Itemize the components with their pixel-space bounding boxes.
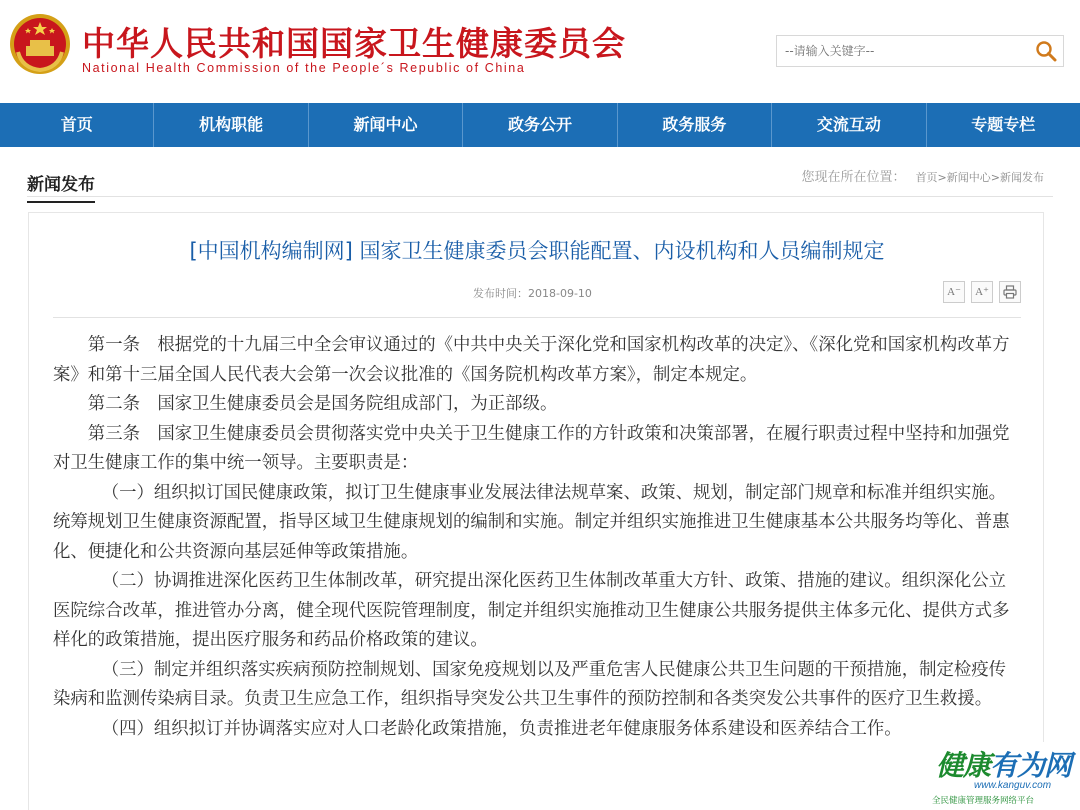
nav-item-functions[interactable]: 机构职能 [154,103,308,147]
search-icon [1035,40,1057,62]
article-paragraph: （三）制定并组织落实疾病预防控制规划、国家免疫规划以及严重危害人民健康公共卫生问题的干预措施，制定检疫传染病和监测传染病目录。负责卫生应急工作，组织指导突发公共卫生事件的预防控制和各类突发公共事件的医疗卫生救援。 [53,659,1007,709]
watermark-title-blue: 有为网 [990,749,1072,782]
font-smaller-button[interactable]: A⁻ [943,281,965,303]
breadcrumb [802,166,1044,185]
national-emblem-icon[interactable] [8,12,72,76]
site-header [0,0,1080,103]
article-body [53,331,1015,744]
article-tools [943,281,1021,303]
search-input[interactable] [777,36,1027,66]
article-title: [中国机构编制网] 国家卫生健康委员会职能配置、内设机构和人员编制规定 [189,239,885,263]
nav-item-government-affairs[interactable]: 政务公开 [463,103,617,147]
nav-item-topics[interactable]: 专题专栏 [971,115,1036,134]
nav-item-services[interactable]: 政务服务 [618,103,772,147]
watermark-title-green: 健康 [936,749,991,782]
section-title: 新闻发布 [27,170,95,203]
printer-icon [1003,285,1017,299]
nav-item-interaction[interactable]: 交流互动 [772,103,926,147]
article-card [28,212,1044,810]
publish-meta [473,285,592,301]
main-nav [0,103,1080,147]
site-subtitle: National Health Commission of the People´s Republic of China [82,61,526,75]
search-button[interactable] [1033,39,1059,65]
section-divider [27,196,1053,197]
search-box [776,35,1064,67]
article-paragraph: （二）协调推进深化医药卫生体制改革，研究提出深化医药卫生体制改革重大方针、政策、措施的建议。组织深化公立医院综合改革，推进管办分离，健全现代医院管理制度，制定并组织实施推动卫生健康公共服务提供主体多元化、提供方式多样化的政策措施，提出医疗服务和药品价格政策的建议。 [53,571,1010,650]
breadcrumb-label: 您现在所在位置： [801,170,906,185]
article-paragraph: （四）组织拟订并协调落实应对人口老龄化政策措施，负责推进老年健康服务体系建设和医养结合工作。 [101,718,902,739]
watermark-title [936,744,1071,784]
article-paragraph: 第一条 根据党的十九届三中全会审议通过的《中共中央关于深化党和国家机构改革的决定》、《深化党和国家机构改革方案》和第十三届全国人民代表大会第一次会议批准的《国务院机构改革方案》，制定本规定。 [53,335,1010,385]
watermark-tagline: 全民健康管理服务网络平台 [932,796,1035,806]
print-button[interactable] [999,281,1021,303]
meta-divider [53,317,1021,318]
nav-item-news[interactable]: 新闻中心 [309,103,463,147]
publish-date: 2018-09-10 [528,287,592,300]
article-paragraph: （一）组织拟订国民健康政策，拟订卫生健康事业发展法律法规草案、政策、规划，制定部门规章和标准并组织实施。统筹规划卫生健康资源配置，指导区域卫生健康规划的编制和实施。制定并组织实施推进卫生健康基本公共服务均等化、普惠化、便捷化和公共资源向基层延伸等政策措施。 [53,482,1010,562]
breadcrumb-links[interactable]: 首页>新闻中心>新闻发布 [915,171,1044,184]
font-larger-button[interactable]: A⁺ [971,281,993,303]
article-paragraph: 第三条 国家卫生健康委员会贯彻落实党中央关于卫生健康工作的方针政策和决策部署，在履行职责过程中坚持和加强党对卫生健康工作的集中统一领导。主要职责是： [53,423,1010,473]
watermark-url: www.kanguv.com [974,780,1052,791]
publish-date-label: 发布时间： [473,287,528,300]
nav-item-home[interactable]: 首页 [0,103,154,147]
article-paragraph: 第二条 国家卫生健康委员会是国务院组成部门，为正部级。 [87,394,558,414]
site-title: 中华人民共和国国家卫生健康委员会 [82,24,626,63]
watermark-logo [930,742,1080,810]
